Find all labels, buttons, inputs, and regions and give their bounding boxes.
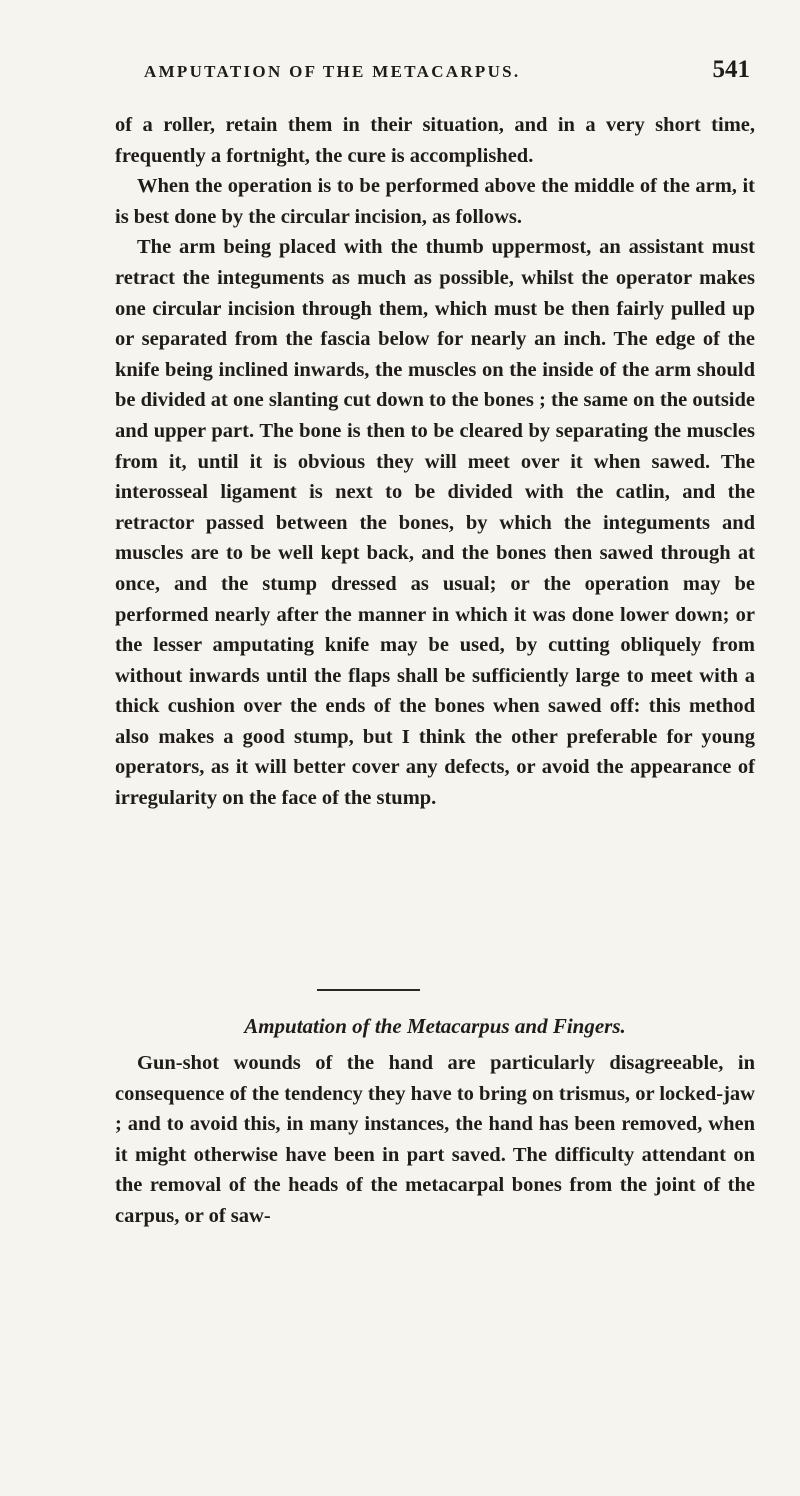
section-divider	[317, 989, 420, 991]
paragraph: The arm being placed with the thumb uppermost, an assistant must retract the integuments as much as possible, whilst the operator makes one circular incision through them, which must be then fairly pulled up or separated from the fascia below for nearly an inch. The edge of the knife being inclined inwards, the muscles on the inside of the arm should be divided at one slanting cut down to the bones ; the same on the outside and upper part. The bone is then to be cleared by separating the muscles from it, until it is obvious they will meet over it when sawed. The interosseal ligament is next to be divided with the catlin, and the retractor passed between the bones, by which the integuments and muscles are to be well kept back, and the bones then sawed through at once, and the stump dressed as usual; or the operation may be performed nearly after the manner in which it was done lower down; or the lesser amputating knife may be used, by cutting obliquely from without inwards until the flaps shall be sufficiently large to meet with a thick cushion over the ends of the bones when sawed off: this method also makes a good stump, but I think the other preferable for young operators, as it will better cover any defects, or avoid the appearance of irregularity on the face of the stump.	[115, 236, 755, 810]
section-heading: Amputation of the Metacarpus and Fingers.	[244, 1014, 626, 1038]
paragraph: When the operation is to be performed above the middle of the arm, it is best done by the circular incision, as follows.	[115, 175, 755, 228]
page-number: 541	[712, 56, 750, 83]
section-text	[115, 1048, 755, 1232]
running-title: AMPUTATION OF THE METACARPUS.	[144, 62, 521, 81]
paragraph: Gun-shot wounds of the hand are particularly disagreeable, in consequence of the tendency they have to bring on trismus, or locked-jaw ; and to avoid this, in many instances, the hand has been removed, when it might otherwise have been in part saved. The difficulty attendant on the removal of the heads of the metacarpal bones from the joint of the carpus, or of saw-	[115, 1052, 755, 1227]
paragraph-continuation: of a roller, retain them in their situation, and in a very short time, frequently a fortnight, the cure is accomplished.	[115, 114, 755, 167]
body-text	[115, 110, 755, 814]
running-head	[144, 56, 764, 96]
